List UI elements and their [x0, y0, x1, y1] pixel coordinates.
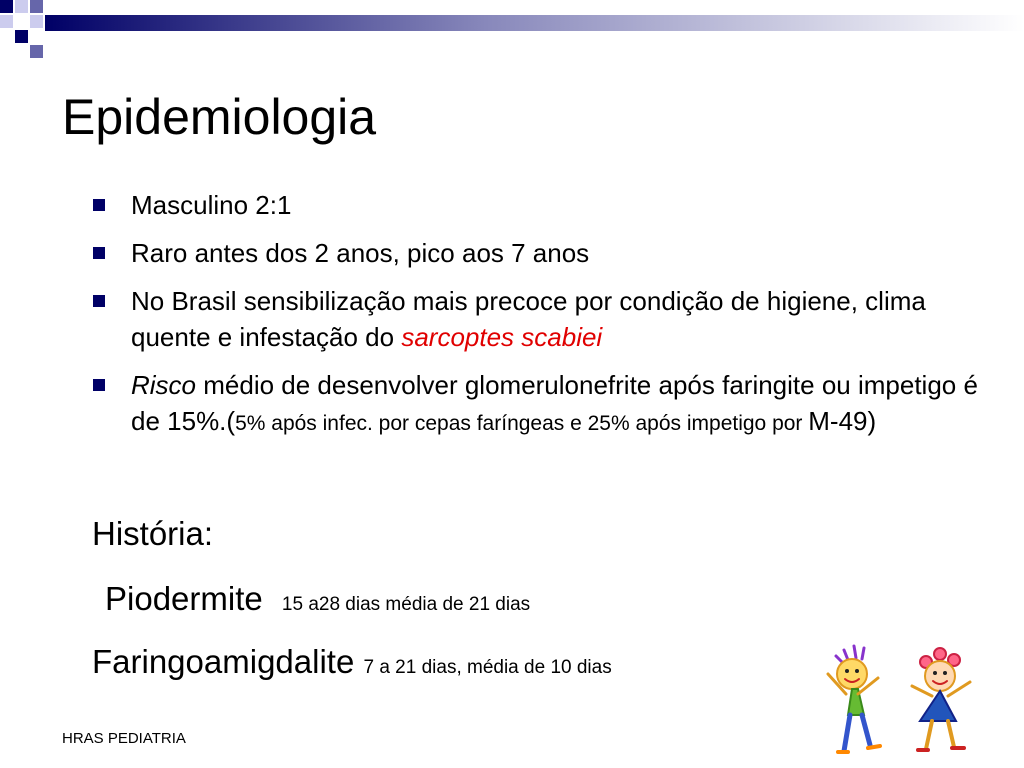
- bullet-item: [93, 367, 993, 442]
- piodermite-line: [105, 582, 530, 615]
- bullet-square-icon: [93, 379, 105, 391]
- piodermite-detail: 15 a28 dias média de 21 dias: [281, 594, 531, 615]
- bullet-square-icon: [93, 199, 105, 211]
- footer-text: HRAS PEDIATRIA: [62, 730, 186, 747]
- piodermite-label: Piodermite: [105, 580, 263, 617]
- bullet-list: [93, 187, 993, 454]
- highlight-text: sarcoptes scabiei: [401, 322, 603, 352]
- header-decoration: [0, 0, 1024, 70]
- children-drawing-image: [816, 640, 996, 768]
- slide-title: Epidemiologia: [62, 89, 377, 145]
- bullet-square-icon: [93, 295, 105, 307]
- bullet-text: médio de desenvolver glomerulonefrite após faringite ou impetigo é de 15%.(: [131, 370, 978, 436]
- bullet-text: Raro antes dos 2 anos, pico aos 7 anos: [131, 238, 590, 268]
- historia-heading: História:: [92, 515, 214, 552]
- bullet-item: [93, 235, 993, 271]
- bullet-text-end: M-49): [808, 406, 877, 436]
- faringo-detail: 7 a 21 dias, média de 10 dias: [363, 657, 612, 678]
- bullet-square-icon: [93, 247, 105, 259]
- small-text: 5% após infec. por cepas faríngeas e 25% após impetigo por: [235, 412, 809, 435]
- faringo-label: Faringoamigdalite: [92, 643, 355, 680]
- italic-text: Risco: [131, 370, 197, 400]
- bullet-text: No Brasil sensibilização mais precoce por condição de higiene, clima quente e infestação do: [131, 286, 926, 352]
- bullet-text: Masculino 2:1: [131, 190, 292, 220]
- faringo-line: [92, 645, 612, 678]
- bullet-item: [93, 187, 993, 223]
- bullet-item: [93, 283, 993, 355]
